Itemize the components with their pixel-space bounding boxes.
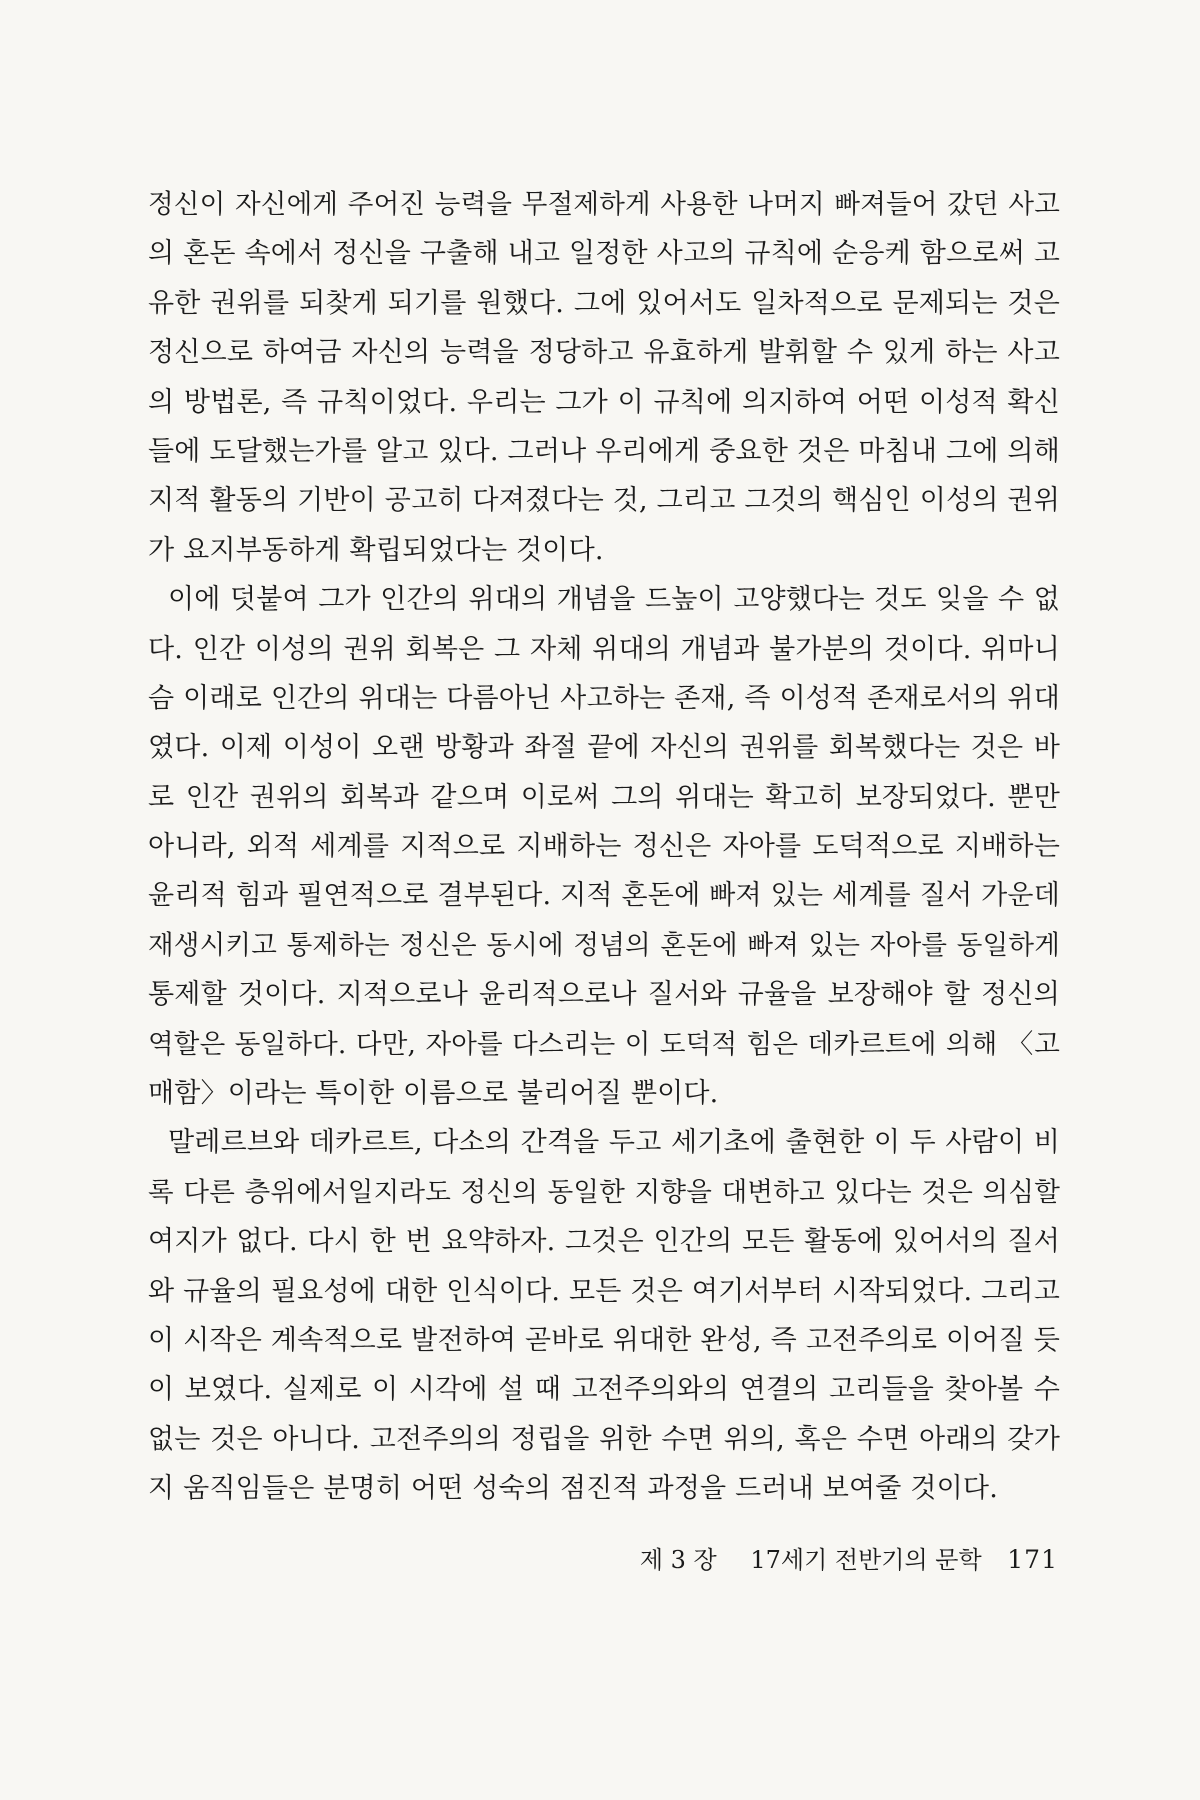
text-line: 재생시키고 통제하는 정신은 동시에 정념의 혼돈에 빠져 있는 자아를 동일하게 [148,929,1060,961]
text-line: 슴 이래로 인간의 위대는 다름아닌 사고하는 존재, 즉 이성적 존재로서의 위대 [148,682,1060,714]
text-line: 아니라, 외적 세계를 지적으로 지배하는 정신은 자아를 도덕적으로 지배하는 [148,831,1060,863]
section-title: 17세기 전반기의 문학 [750,1546,982,1574]
running-footer [640,1540,1058,1575]
text-line: 말레르브와 데카르트, 다소의 간격을 두고 세기초에 출현한 이 두 사람이 비 [168,1127,1060,1159]
text-line: 였다. 이제 이성이 오랜 방황과 좌절 끝에 자신의 권위를 회복했다는 것은 바 [148,732,1060,764]
text-line: 이 보였다. 실제로 이 시각에 설 때 고전주의와의 연결의 고리들을 찾아볼 수 [148,1374,1060,1406]
chapter-label: 제 3 장 [639,1546,717,1574]
text-line: 매함〉이라는 특이한 이름으로 불리어질 뿐이다. [148,1078,719,1110]
text-line: 여지가 없다. 다시 한 번 요약하자. 그것은 인간의 모든 활동에 있어서의 질서 [148,1226,1060,1258]
text-line: 지 움직임들은 분명히 어떤 성숙의 점진적 과정을 드러내 보여줄 것이다. [148,1473,999,1505]
text-line: 정신으로 하여금 자신의 능력을 정당하고 유효하게 발휘할 수 있게 하는 사고 [148,337,1060,369]
text-line: 의 방법론, 즉 규칙이었다. 우리는 그가 이 규칙에 의지하여 어떤 이성적 확신 [148,386,1060,418]
text-line: 통제할 것이다. 지적으로나 윤리적으로나 질서와 규율을 보장해야 할 정신의 [148,979,1060,1011]
text-line: 이에 덧붙여 그가 인간의 위대의 개념을 드높이 고양했다는 것도 잊을 수 없 [168,584,1060,616]
text-line: 들에 도달했는가를 알고 있다. 그러나 우리에게 중요한 것은 마침내 그에 의해 [148,435,1060,467]
text-line: 정신이 자신에게 주어진 능력을 무절제하게 사용한 나머지 빠져들어 갔던 사고 [148,189,1060,220]
text-line: 와 규율의 필요성에 대한 인식이다. 모든 것은 여기서부터 시작되었다. 그리고 [148,1275,1060,1307]
text-line: 록 다른 층위에서일지라도 정신의 동일한 지향을 대변하고 있다는 것은 의심할 [148,1176,1060,1208]
text-line: 의 혼돈 속에서 정신을 구출해 내고 일정한 사고의 규칙에 순응케 함으로써 고 [148,238,1060,270]
text-line: 윤리적 힘과 필연적으로 결부된다. 지적 혼돈에 빠져 있는 세계를 질서 가운데 [148,880,1060,912]
text-line: 유한 권위를 되찾게 되기를 원했다. 그에 있어서도 일차적으로 문제되는 것은 [148,287,1060,319]
paragraph-1 [148,180,1060,575]
paragraph-2 [148,575,1060,1118]
page-number: 171 [1007,1545,1058,1574]
text-line: 없는 것은 아니다. 고전주의의 정립을 위한 수면 위의, 혹은 수면 아래의 갖가 [148,1423,1060,1455]
paragraph-3 [148,1118,1060,1513]
text-line: 지적 활동의 기반이 공고히 다져졌다는 것, 그리고 그것의 핵심인 이성의 권위 [148,485,1060,517]
body-text [148,180,1060,1514]
text-line: 가 요지부동하게 확립되었다는 것이다. [148,534,604,566]
text-line: 역할은 동일하다. 다만, 자아를 다스리는 이 도덕적 힘은 데카르트에 의해 〈고 [148,1028,1060,1060]
text-line: 다. 인간 이성의 권위 회복은 그 자체 위대의 개념과 불가분의 것이다. 위마니 [148,633,1060,665]
text-line: 이 시작은 계속적으로 발전하여 곧바로 위대한 완성, 즉 고전주의로 이어질 듯 [148,1324,1060,1356]
text-line: 로 인간 권위의 회복과 같으며 이로써 그의 위대는 확고히 보장되었다. 뿐만 [148,781,1060,813]
